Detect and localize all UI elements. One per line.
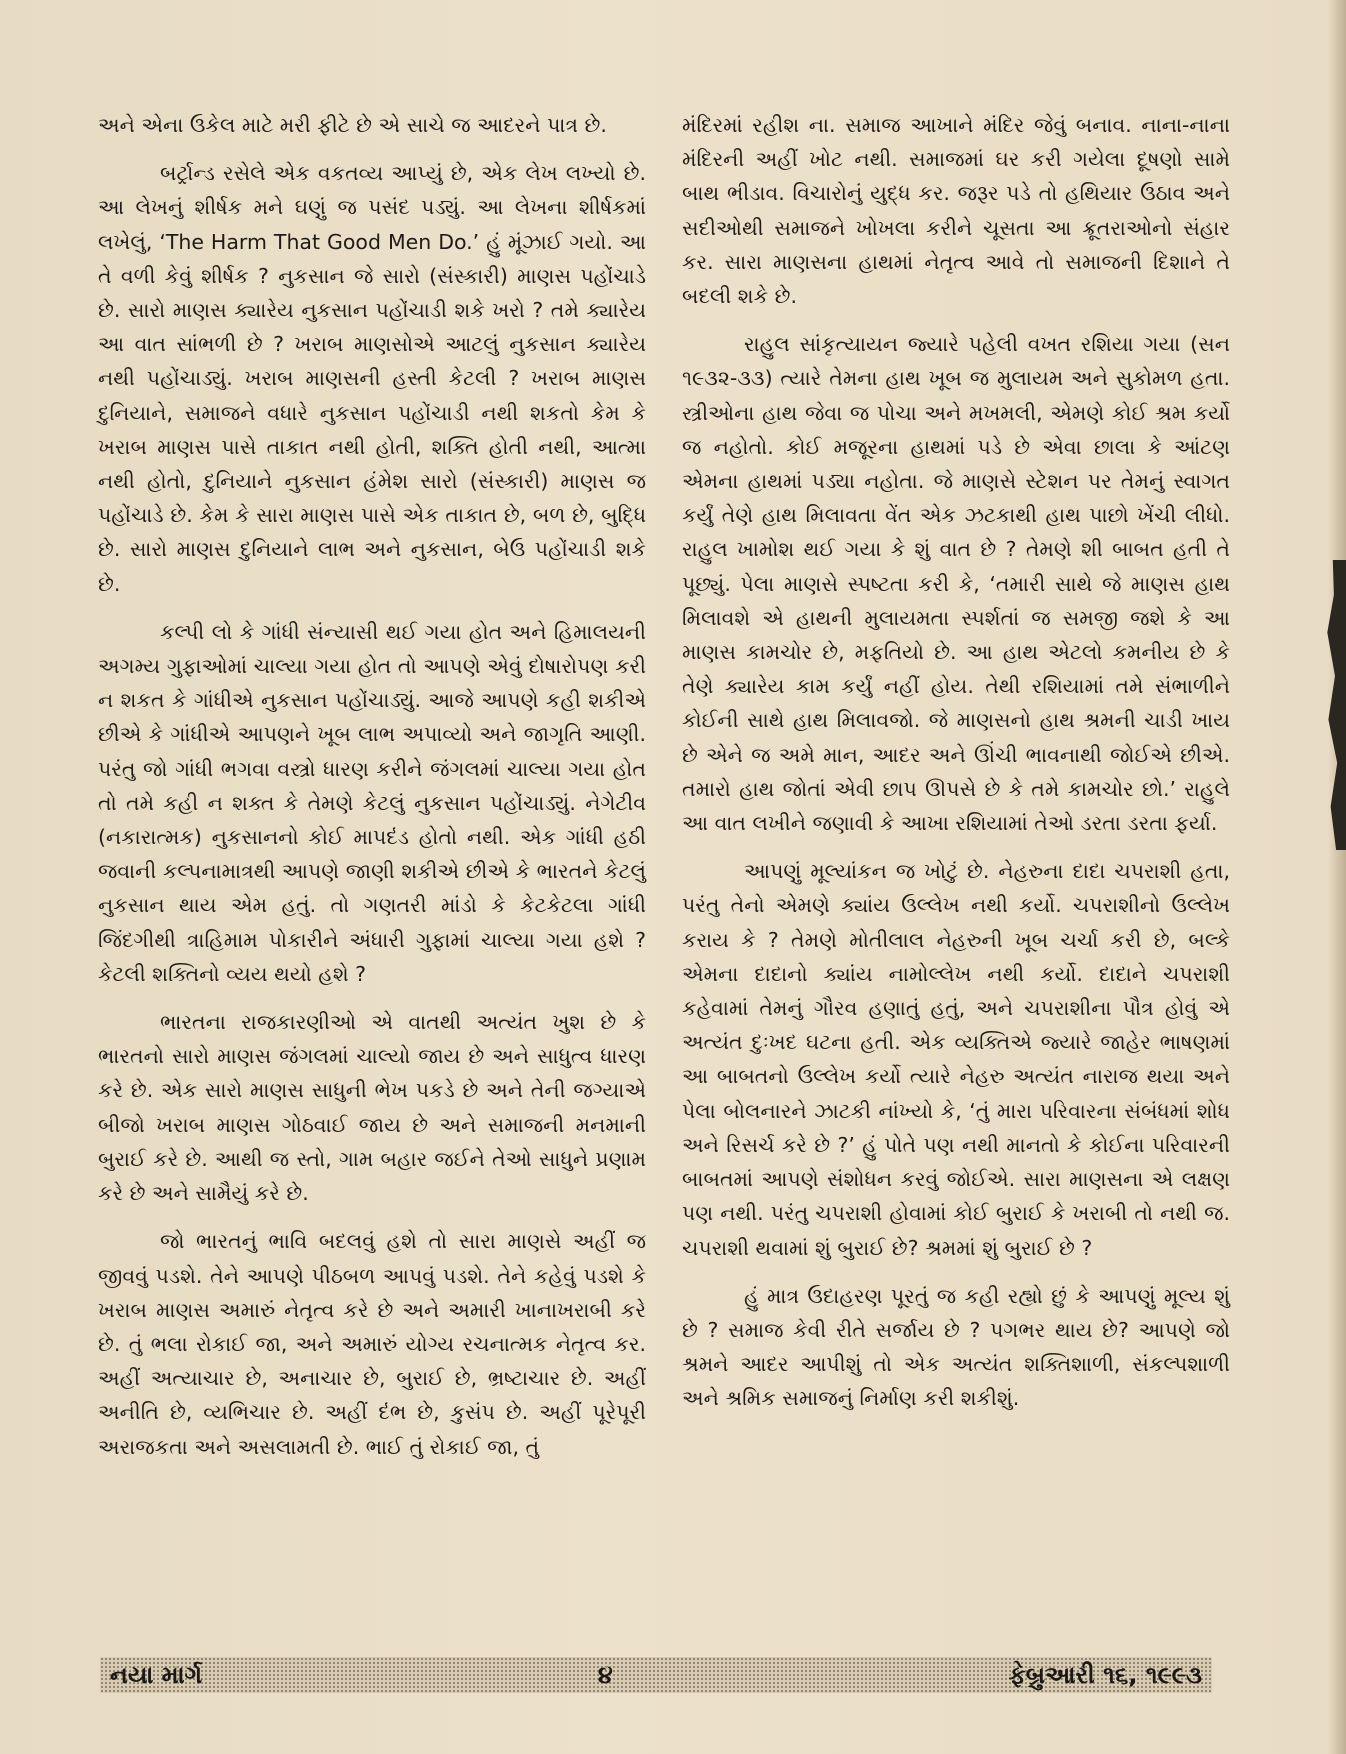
paragraph: કલ્પી લો કે ગાંધી સંન્યાસી થઈ ગયા હોત અને હિમાલયની અગમ્ય ગુફાઓમાં ચાલ્યા ગયા હોત તો આપણે એવું દોષારોપણ કરી ન શકત કે ગાંધીએ નુકસાન પહોંચાડ્યું. આજે આપણે કહી શકીએ છીએ કે ગાંધીએ આપણને ખૂબ લાભ અપાવ્યો અને જાગૃતિ આણી. પરંતુ જો ગાંધી ભગવા વસ્ત્રો ધારણ કરીને જંગલમાં ચાલ્યા ગયા હોત તો તમે કહી ન શક્ત કે તેમણે કેટલું નુકસાન પહોંચાડ્યું. નેગેટીવ (નકારાત્મક) નુકસાનનો કોઈ માપદંડ હોતો નથી. એક ગાંધી હઠી જવાની કલ્પનામાત્રથી આપણે જાણી શકીએ છીએ કે ભારતને કેટલું નુકસાન થાય એમ હતું. તો ગણતરી માંડો કે કેટકેટલા ગાંધી જિંદગીથી ત્રાહિમામ પોકારીને અંધારી ગુફામાં ચાલ્યા ગયા હશે ? કેટલી શક્તિનો વ્યય થયો હશે ? <box>98 619 646 986</box>
page-number: ૪ <box>597 1661 613 1689</box>
paragraph: અને એના ઉકેલ માટે મરી ફીટે છે એ સાચે જ આદરને પાત્ર છે. <box>98 113 607 137</box>
paragraph: બર્ટ્રાન્ડ રસેલે એક વકતવ્ય આપ્યું છે, એક લેખ લખ્યો છે. આ લેખનું શીર્ષક મને ઘણું જ પસંદ પડ્યું. આ લેખના શીર્ષકમાં લખેલું, ‘The Harm That Good Men Do.’ હું મૂંઝાઈ ગયો. આ તે વળી કેવું શીર્ષક ? નુકસાન જે સારો (સંસ્કારી) માણસ પહોંચાડે છે. સારો માણસ ક્યારેય નુકસાન પહોંચાડી શકે ખરો ? તમે ક્યારેય આ વાત સાંભળી છે ? ખરાબ માણસોએ આટલું નુકસાન ક્યારેય નથી પહોંચાડ્યું. ખરાબ માણસની હસ્તી કેટલી ? ખરાબ માણસ દુનિયાને, સમાજને વધારે નુકસાન પહોંચાડી નથી શકતો કેમ કે ખરાબ માણસ પાસે તાકાત નથી હોતી, શક્તિ હોતી નથી, આત્મા નથી હોતો, દુનિયાને નુકસાન હંમેશ સારો (સંસ્કારી) માણસ જ પહોંચાડે છે. કેમ કે સારા માણસ પાસે એક તાકાત છે, બળ છે, બુદ્ધિ છે. સારો માણસ દુનિયાને લાભ અને નુકસાન, બેઉ પહોંચાડી શકે છે. <box>98 161 646 596</box>
page-footer <box>100 1657 1212 1693</box>
publication-name: નયા માર્ગ <box>110 1661 203 1689</box>
right-column <box>682 108 1230 1430</box>
paragraph: હું માત્ર ઉદાહરણ પૂરતું જ કહી રહ્યો છું કે આપણું મૂલ્ય શું છે ? સમાજ કેવી રીતે સર્જાય છે ? પગભર થાય છે? આપણે જો શ્રમને આદર આપીશું તો એક અત્યંત શક્તિશાળી, સંકલ્પશાળી અને શ્રમિક સમાજનું નિર્માણ કરી શકીશું. <box>682 1283 1230 1411</box>
issue-date: ફેબ્રુઆરી ૧૬, ૧૯૯૩ <box>1008 1661 1202 1689</box>
paragraph: મંદિરમાં રહીશ ના. સમાજ આખાને મંદિર જેવું બનાવ. નાના-નાના મંદિરની અહીં ખોટ નથી. સમાજમાં ઘર કરી ગયેલા દૂષણો સામે બાથ ભીડાવ. વિચારોનું યુદ્ધ કર. જરૂર પડે તો હથિયાર ઉઠાવ અને સદીઓથી સમાજને ખોખલા કરીને ચૂસતા આ ક્રૂતરાઓનો સંહાર કર. સારા માણસના હાથમાં નેતૃત્વ આવે તો સમાજની દિશાને તે બદલી શકે છે. <box>682 113 1230 309</box>
left-column <box>98 108 646 1478</box>
paragraph: રાહુલ સાંકૃત્યાયન જ્યારે પહેલી વખત રશિયા ગયા (સન ૧૯૩૨-૩૩) ત્યારે તેમના હાથ ખૂબ જ મુલાયમ અને સુકોમળ હતા. સ્ત્રીઓના હાથ જેવા જ પોચા અને મખમલી, એમણે કોઈ શ્રમ કર્યો જ નહોતો. કોઈ મજૂરના હાથમાં પડે છે એવા છાલા કે આંટણ એમના હાથમાં પડ્યા નહોતા. જે માણસે સ્ટેશન પર તેમનું સ્વાગત કર્યું તેણે હાથ મિલાવતા વેંત એક ઝટકાથી હાથ પાછો ખેંચી લીધો. રાહુલ ખામોશ થઈ ગયા કે શું વાત છે ? તેમણે શી બાબત હતી તે પૂછ્યું. પેલા માણસે સ્પષ્ટતા કરી કે, ‘તમારી સાથે જે માણસ હાથ મિલાવશે એ હાથની મુલાયમતા સ્પર્શતાં જ સમજી જશે કે આ માણસ કામચોર છે, મફતિયો છે. આ હાથ એટલો કમનીય છે કે તેણે ક્યારેય કામ કર્યું નહીં હોય. તેથી રશિયામાં તમે સંભાળીને કોઈની સાથે હાથ મિલાવજો. જે માણસનો હાથ શ્રમની ચાડી ખાય છે એને જ અમે માન, આદર અને ઊંચી ભાવનાથી જોઈએ છીએ. તમારો હાથ જોતાં એવી છાપ ઊપસે છે કે તમે કામચોર છો.’ રાહુલે આ વાત લખીને જણાવી કે આખા રશિયામાં તેઓ ડરતા ડરતા ફર્યા. <box>682 332 1230 836</box>
paragraph: ભારતના રાજકારણીઓ એ વાતથી અત્યંત ખુશ છે કે ભારતનો સારો માણસ જંગલમાં ચાલ્યો જાય છે અને સાધુત્વ ધારણ કરે છે. એક સારો માણસ સાધુની ભેખ પકડે છે અને તેની જગ્યાએ બીજો ખરાબ માણસ ગોઠવાઈ જાય છે અને સમાજની મનમાની બુરાઈ કરે છે. આથી જ સ્તો, ગામ બહાર જઈને તેઓ સાધુને પ્રણામ કરે છે અને સામૈયું કરે છે. <box>98 1010 646 1206</box>
page-edge-shadow <box>1328 0 1346 1754</box>
paragraph: આપણું મૂલ્યાંકન જ ખોટું છે. નેહરુના દાદા ચપરાશી હતા, પરંતુ તેનો એમણે ક્યાંય ઉલ્લેખ નથી કર્યો. ચપરાશીનો ઉલ્લેખ કરાય કે ? તેમણે મોતીલાલ નેહરુની ખૂબ ચર્ચા કરી છે, બલ્કે એમના દાદાનો ક્યાંય નામોલ્લેખ નથી કર્યો. દાદાને ચપરાશી કહેવામાં તેમનું ગૌરવ હણાતું હતું, અને ચપરાશીના પૌત્ર હોવું એ અત્યંત દુઃખદ ઘટના હતી. એક વ્યક્તિએ જ્યારે જાહેર ભાષણમાં આ બાબતનો ઉલ્લેખ કર્યો ત્યારે નેહરુ અત્યંત નારાજ થયા અને પેલા બોલનારને ઝાટકી નાંખ્યો કે, ‘તું મારા પરિવારના સંબંધમાં શોધ અને રિસર્ચ કરે છે ?’ હું પોતે પણ નથી માનતો કે કોઈના પરિવારની બાબતમાં આપણે સંશોધન કરવું જોઈએ. સારા માણસના એ લક્ષણ પણ નથી. પરંતુ ચપરાશી હોવામાં કોઈ બુરાઈ કે ખરાબી તો નથી જ. ચપરાશી થવામાં શું બુરાઈ છે? શ્રમમાં શું બુરાઈ છે ? <box>682 859 1230 1260</box>
paragraph: જો ભારતનું ભાવિ બદલવું હશે તો સારા માણસે અહીં જ જીવવું પડશે. તેને આપણે પીઠબળ આપવું પડશે. તેને કહેવું પડશે કે ખરાબ માણસ અમારું નેતૃત્વ કરે છે અને અમારી ખાનાખરાબી કરે છે. તું ભલા રોકાઈ જા, અને અમારું યોગ્ય રચનાત્મક નેતૃત્વ કર. અહીં અત્યાચાર છે, અનાચાર છે, બુરાઈ છે, ભ્રષ્ટાચાર છે. અહીં અનીતિ છે, વ્યભિચાર છે. અહીં દંભ છે, કુસંપ છે. અહીં પૂરેપૂરી અરાજકતા અને અસલામતી છે. ભાઈ તું રોકાઈ જા, તું <box>98 1229 646 1459</box>
